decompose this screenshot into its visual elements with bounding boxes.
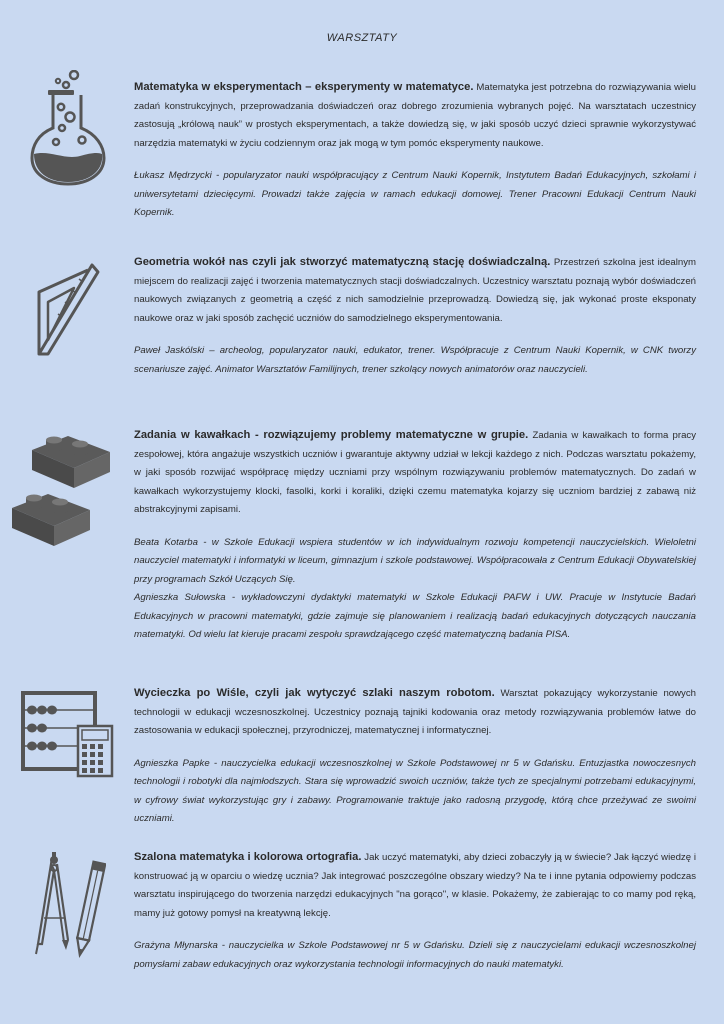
workshop-content bbox=[134, 253, 696, 379]
workshop-description: Zadania w kawałkach to forma pracy zespołowej, która angażuje wszystkich uczniów i gwarantuje aktywny udział w lekcji każdego z nich. Podczas warsztatu pokażemy, w jaki sposób rozwijać współpracę między uczniami przy wspólnym rozwiązywaniu problemów matematycznych. Do zadań w kawałkach wykorzystujemy klocki, fasolki, korki i koraliki, dzięki czemu matematyka kojarzy się uczniom bardziej z zabawą niż abstrakcyjnymi zapisami. bbox=[134, 430, 696, 515]
trainer-bio: Paweł Jaskólski – archeolog, popularyzator nauki, edukator, trener. Współpracuje z Centrum Nauki Kopernik, w CNK tworzy scenariusze zajęć. Animator Warsztatów Familijnych, trener szkolący nowych animatorów oraz nauczycieli. bbox=[134, 345, 696, 375]
workshop-title: Szalona matematyka i kolorowa ortografia. bbox=[134, 851, 362, 863]
workshop-title: Wycieczka po Wiśle, czyli jak wytyczyć szlaki naszym robotom. bbox=[134, 687, 495, 699]
workshop-description-paragraph bbox=[134, 684, 696, 741]
workshop-description-paragraph bbox=[134, 78, 696, 153]
workshop-content bbox=[134, 848, 696, 974]
workshop-content bbox=[134, 684, 696, 829]
trainer-bio: Agnieszka Sułowska - wykładowczyni dydaktyki matematyki w Szkole Edukacji PAFW i UW. Pracuje w Instytucie Badań Edukacyjnych w pracowni matematyki, gdzie zajmuje się planowaniem i realizacją badań edukacyjnych dotyczących nauczania matematyki. Od wielu lat kieruje pracami zespołu sprawdzającego część matematyczną badania PISA. bbox=[134, 592, 696, 640]
trainer-bio: Agnieszka Papke - nauczycielka edukacji wczesnoszkolnej w Szkole Podstawowej nr 5 w Gdańsku. Entuzjastka nowoczesnych technologii i robotyki dla najmłodszych. Stara się wprowadzić swoich uczniów, także tych ze specjalnymi potrzebami edukacyjnymi, w cyfrowy świat wykorzystując gry i zabawy. Programowanie traktuje jako radosną przygodę, którą chce przeżywać ze swoimi uczniami. bbox=[134, 757, 696, 824]
workshop-description-paragraph bbox=[134, 253, 696, 328]
trainer-bio: Łukasz Mędrzycki - popularyzator nauki współpracujący z Centrum Nauki Kopernik, Instytutem Badań Edukacyjnych, szkołami i uniwersytetami dziecięcymi. Prowadzi także zajęcia w ramach edukacji domowej. Trener Pracowni Edukacji Centrum Nauki Kopernik. bbox=[134, 170, 696, 218]
workshop-description-paragraph bbox=[134, 426, 696, 520]
workshop-description: Matematyka jest potrzebna do rozwiązywania wielu zadań konstrukcyjnych, przeprowadzania doświadczeń oraz dobrego zrozumienia wybranych pojęć. Na warsztatach uczestnicy zastosują „królową nauk” w prostych eksperymentach, a także dowiedzą się, w jaki sposób uczyć dzieci sprawnie wykorzystywać narzędzia matematyki w życiu codziennym oraz jak mogą w tym pomóc eksperymenty naukowe. bbox=[134, 82, 696, 149]
flask-icon bbox=[30, 70, 114, 186]
workshop-title: Geometria wokół nas czyli jak stworzyć matematyczną stację doświadczalną. bbox=[134, 256, 551, 268]
trainer-bio: Beata Kotarba - w Szkole Edukacji wspiera studentów w ich indywidualnym rozwoju kompetencji nauczycielskich. Wieloletni nauczyciel matematyki i informatyki w liceum, gimnazjum i szkole podstawowej. Współpracowała z Centrum Edukacji Obywatelskiej przy programach Szkół Uczących Się. bbox=[134, 536, 696, 585]
workshop-content bbox=[134, 426, 696, 645]
workshop-title: Matematyka w eksperymentach – eksperymenty w matematyce. bbox=[134, 81, 474, 93]
abacus-calculator-icon bbox=[20, 690, 116, 780]
compass-pencil-icon bbox=[34, 852, 106, 962]
workshop-content bbox=[134, 78, 696, 223]
trainer-bio: Grażyna Młynarska - nauczycielka w Szkole Podstawowej nr 5 w Gdańsku. Dzieli się z nauczycielami edukacji wczesnoszkolnej pomysłami zabaw edukacyjnych oraz wykorzystania technologii informacyjnych do nauki matematyki. bbox=[134, 940, 696, 970]
workshop-description: Przestrzeń szkolna jest idealnym miejscem do realizacji zajęć i tworzenia matematycznych stacji doświadczalnych. Uczestnicy warsztatu poznają wybór doświadczeń naukowych związanych z geometrią a część z nich samodzielnie przeprowadzą. Dowiedzą się, jak wykonać proste eksponaty naukowe oraz w jaki sposób zachęcić uczniów do samodzielnego eksperymentowania. bbox=[134, 257, 696, 324]
workshop-description-paragraph bbox=[134, 848, 696, 923]
page-title: WARSZTATY bbox=[326, 32, 398, 44]
bricks-icon bbox=[10, 422, 120, 550]
workshop-title: Zadania w kawałkach - rozwiązujemy problemy matematyczne w grupie. bbox=[134, 429, 529, 441]
workshop-description: Warsztat pokazujący wykorzystanie nowych technologii w edukacji wczesnoszkolnej. Uczestnicy poznają tajniki kodowania oraz metody rozwiązywania problemów łatwe do zastosowania w edukacji społecznej, przyrodniczej, matematycznej i informatycznej. bbox=[134, 688, 696, 736]
workshop-description: Jak uczyć matematyki, aby dzieci zobaczyły ją w świecie? Jak łączyć wiedzę i konstruować ją w oparciu o wiedzę ucznia? Jak integrować poszczególne obszary wiedzy? Na te i inne pytania odpowiemy podczas warsztatu inspirującego do tworzenia narzędzi edukacyjnych "na gorąco", w klasie. Pokażemy, że zabierając to co mamy pod ręką, mamy już gotowy pomysł na kreatywną lekcję. bbox=[134, 852, 696, 919]
set-square-icon bbox=[36, 262, 100, 356]
